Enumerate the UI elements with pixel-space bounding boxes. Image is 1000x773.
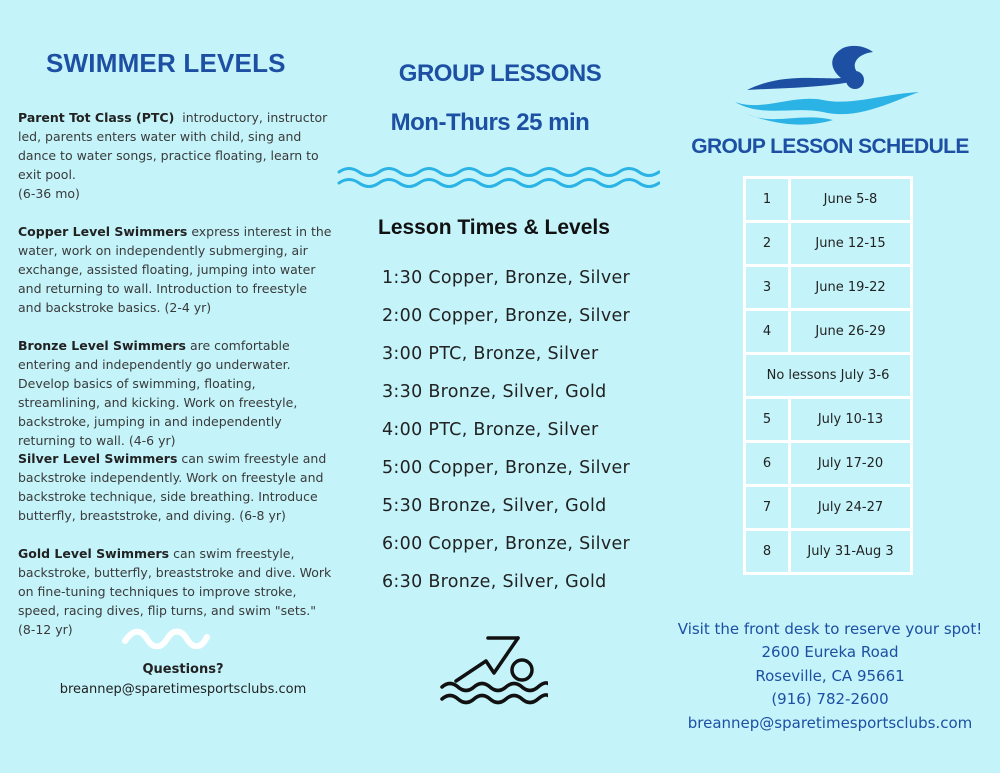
session-dates: July 24-27 bbox=[790, 486, 912, 530]
lesson-time-row: 6:30 Bronze, Silver, Gold bbox=[382, 572, 607, 592]
level-gold bbox=[18, 544, 333, 639]
session-number: 6 bbox=[745, 442, 790, 486]
contact-email-link[interactable]: breannep@sparetimesportsclubs.com bbox=[687, 714, 973, 732]
table-row bbox=[745, 178, 912, 222]
level-name: Silver Level Swimmers bbox=[18, 451, 178, 466]
lesson-times-heading: Lesson Times & Levels bbox=[378, 216, 610, 239]
session-number: 8 bbox=[745, 530, 790, 574]
level-silver bbox=[18, 449, 333, 525]
session-number: 4 bbox=[745, 310, 790, 354]
session-dates: June 26-29 bbox=[790, 310, 912, 354]
level-name: Parent Tot Class (PTC) bbox=[18, 110, 175, 125]
swimmer-icon bbox=[438, 633, 548, 708]
level-bronze bbox=[18, 336, 333, 450]
group-lessons-title: GROUP LESSONS bbox=[398, 60, 602, 87]
level-name: Copper Level Swimmers bbox=[18, 224, 188, 239]
level-age: (6-36 mo) bbox=[18, 186, 80, 201]
schedule-table bbox=[743, 176, 913, 575]
lesson-time-row: 3:00 PTC, Bronze, Silver bbox=[382, 344, 599, 364]
schedule-title: GROUP LESSON SCHEDULE bbox=[691, 135, 969, 158]
session-dates: June 19-22 bbox=[790, 266, 912, 310]
table-row bbox=[745, 266, 912, 310]
session-dates: July 17-20 bbox=[790, 442, 912, 486]
session-dates: June 5-8 bbox=[790, 178, 912, 222]
lesson-time-row: 1:30 Copper, Bronze, Silver bbox=[382, 268, 631, 288]
session-number: 7 bbox=[745, 486, 790, 530]
session-number: 3 bbox=[745, 266, 790, 310]
address-line-2: Roseville, CA 95661 bbox=[755, 667, 905, 685]
lesson-time-row: 5:30 Bronze, Silver, Gold bbox=[382, 496, 607, 516]
level-desc: can swim freestyle, backstroke, butterfly, breaststroke and dive. Work on fine-tuning techniques to improve stroke, speed, racing dives, flip turns, and swim "sets." (8-12 yr) bbox=[18, 546, 332, 637]
session-number: 5 bbox=[745, 398, 790, 442]
level-desc: introductory, instructor led, parents enters water with child, sing and dance to water songs, practice floating, learn to exit pool. bbox=[18, 110, 328, 182]
session-number: 2 bbox=[745, 222, 790, 266]
no-lessons-note: No lessons July 3-6 bbox=[745, 354, 912, 398]
lesson-time-row: 3:30 Bronze, Silver, Gold bbox=[382, 382, 607, 402]
lesson-time-row: 2:00 Copper, Bronze, Silver bbox=[382, 306, 631, 326]
table-row bbox=[745, 310, 912, 354]
swimmer-logo-icon bbox=[733, 42, 923, 127]
swimmer-levels-title: SWIMMER LEVELS bbox=[46, 48, 286, 78]
water-waves-icon bbox=[335, 166, 660, 190]
address-line-1: 2600 Eureka Road bbox=[761, 643, 899, 661]
phone-number[interactable]: (916) 782-2600 bbox=[771, 690, 889, 708]
visit-front-desk-text: Visit the front desk to reserve your spot! bbox=[677, 620, 983, 638]
level-desc: can swim freestyle and backstroke independently. Work on freestyle and backstroke technique, side breathing. Introduce butterfly, breaststroke, and diving. (6-8 yr) bbox=[18, 451, 327, 523]
lesson-time-row: 4:00 PTC, Bronze, Silver bbox=[382, 420, 599, 440]
level-name: Bronze Level Swimmers bbox=[18, 338, 186, 353]
level-ptc bbox=[18, 108, 333, 203]
table-row bbox=[745, 486, 912, 530]
lesson-time-row: 6:00 Copper, Bronze, Silver bbox=[382, 534, 631, 554]
table-row bbox=[745, 222, 912, 266]
wave-decoration-icon bbox=[121, 627, 211, 649]
group-lessons-subtitle: Mon-Thurs 25 min bbox=[390, 109, 590, 136]
level-desc: express interest in the water, work on independently submerging, air exchange, assisted floating, jumping into water and returning to wall. Introduction to freestyle and backstroke basics. (2-4 yr) bbox=[18, 224, 332, 315]
session-dates: July 10-13 bbox=[790, 398, 912, 442]
session-dates: June 12-15 bbox=[790, 222, 912, 266]
session-dates: July 31-Aug 3 bbox=[790, 530, 912, 574]
session-number: 1 bbox=[745, 178, 790, 222]
level-desc: are comfortable entering and independently go underwater. Develop basics of swimming, floating, streamlining, and kicking. Work on freestyle, backstroke, jumping in and independently returning to wall. (4-6 yr) bbox=[18, 338, 298, 448]
table-row bbox=[745, 530, 912, 574]
lesson-time-row: 5:00 Copper, Bronze, Silver bbox=[382, 458, 631, 478]
table-row bbox=[745, 398, 912, 442]
level-name: Gold Level Swimmers bbox=[18, 546, 170, 561]
table-row bbox=[745, 442, 912, 486]
questions-email-link[interactable]: breannep@sparetimesportsclubs.com bbox=[59, 682, 307, 697]
questions-label: Questions? bbox=[142, 662, 224, 677]
level-copper bbox=[18, 222, 333, 317]
table-row bbox=[745, 354, 912, 398]
